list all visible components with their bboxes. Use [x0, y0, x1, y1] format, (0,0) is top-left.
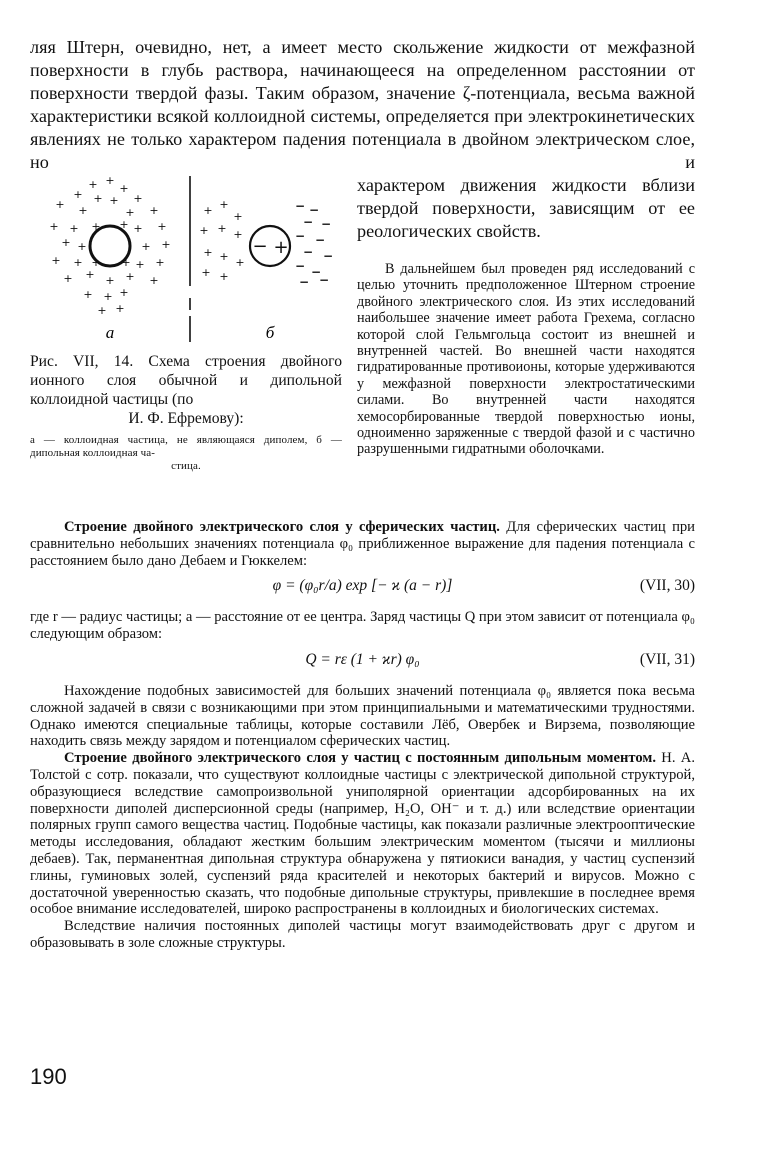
svg-text:+: + [125, 270, 135, 283]
svg-text:+: + [203, 204, 213, 217]
svg-text:+: + [119, 182, 129, 195]
section1-paragraph [30, 519, 695, 569]
svg-text:+: + [121, 256, 131, 269]
svg-text:+: + [219, 270, 229, 283]
svg-text:−: − [252, 236, 268, 257]
svg-text:−: − [294, 199, 306, 213]
svg-text:+: + [141, 240, 151, 253]
svg-text:+: + [77, 240, 87, 253]
svg-text:+: + [105, 274, 115, 287]
svg-text:+: + [273, 237, 289, 258]
figure-caption [30, 352, 342, 428]
figure-legend [30, 434, 342, 473]
svg-text:+: + [199, 224, 209, 237]
section1-heading: Строение двойного электрического слоя у сферических частиц. [64, 519, 500, 535]
svg-text:+: + [161, 238, 171, 251]
para-tables: Нахождение подобных зависимостей для больших значений потенциала φ₀ является пока весьма сложной задачей в связи с возникающими при этом принципиальными и математическими трудностями. Однако имеются специальные таблицы, которые составили Лёб, Овербек и Вирзема, позволяющие находить связь между зарядом и потенциалом сферических частиц. [30, 682, 695, 750]
svg-text:+: + [109, 194, 119, 207]
svg-text:+: + [217, 222, 227, 235]
equation-vii-31-expr: Q = rε (1 + ϰr) φ₀ [305, 650, 420, 668]
svg-text:−: − [318, 273, 330, 287]
svg-text:+: + [69, 222, 79, 235]
section2-heading: Строение двойного электрического слоя у частиц с постоянным дипольным моментом. [64, 750, 656, 767]
svg-text:−: − [298, 275, 310, 289]
svg-text:+: + [149, 274, 159, 287]
equation-vii-30 [30, 575, 695, 599]
svg-text:+: + [78, 204, 88, 217]
svg-text:−: − [314, 233, 326, 247]
svg-text:+: + [55, 198, 65, 211]
section1-text: Для сферических частиц при сравнительно небольших значениях потенциала φ₀ приближенное выражение для падения потенциала с расстоянием было дано Дебаем и Гюккелем: [30, 519, 695, 569]
svg-text:+: + [219, 250, 229, 263]
svg-text:+: + [233, 210, 243, 223]
page-body [30, 36, 695, 952]
right-column-paragraph: В дальнейшем был проведен ряд исследований с целью уточнить предположенное Штерном строение двойного электрического слоя. Из этих исследований наибольшее значение имеет работа Грехема, согласно которой слой Гельмгольца состоит из внешней и внутренней частей. Во внешней части находятся гидратированные противоионы, которые удерживаются у межфазной поверхности электростатическими силами. Во внутренней части находятся хемосорбированные твердой поверхностью ионы, одноименно заряженные с твердой фазой и с частично разрушенными гидратными оболочками. [357, 261, 695, 458]
svg-text:+: + [219, 198, 229, 211]
svg-text:+: + [85, 268, 95, 281]
svg-text:+: + [155, 256, 165, 269]
svg-text:+: + [105, 174, 115, 187]
svg-text:+: + [233, 228, 243, 241]
top-paragraph-tail: характером движения жидкости вблизи твердой поверхности, зависящим от ее реологических свойств. [357, 175, 695, 241]
figure-label-a: а [105, 323, 115, 342]
section2-text: Н. А. Толстой с сотр. показали, что существуют коллоидные частицы с электрической дипольной структурой, образующиеся вследствие самопроизвольной униполярной ориентации адсорбированных на их поверхности диполей дисперсионной среды (например, H₂O, OH⁻ и т. д.) или вследствие ориентации полярных групп самого вещества частиц. Подобные частицы, как показали различные электрооптические методы исследования, обладают жестким большим электрическим моментом (тысячи и миллионы дебаев). Так, перманентная дипольная структура обнаружена у пятиокиси ванадия, у частиц суспензий глины, гуминовых золей, суспензий ряда красителей и некоторых бактерий и вирусов. Можно с достаточной уверенностью сказать, что подобные дипольные структуры, привлекшие в последнее время особое внимание исследователей, широко распространены в коллоидных и биологических системах. [30, 750, 695, 918]
figure-row [30, 174, 695, 519]
svg-text:+: + [49, 220, 59, 233]
svg-text:+: + [63, 272, 73, 285]
svg-text:+: + [73, 188, 83, 201]
para-final: Вследствие наличия постоянных диполей частицы могут взаимодействовать друг с другом и образовывать в золе сложные структуры. [30, 918, 695, 951]
equation-vii-31-number: (VII, 31) [639, 650, 695, 668]
page-number: 190 [30, 1064, 67, 1089]
svg-text:−: − [310, 265, 322, 279]
section2-paragraph [30, 750, 695, 918]
equation-vii-31 [30, 649, 695, 673]
figure-legend-end: стица. [171, 460, 201, 472]
equation-vii-30-expr: φ = (φ₀r/a) exp [− ϰ (a − r)] [272, 577, 453, 595]
svg-text:+: + [51, 254, 61, 267]
svg-text:+: + [203, 246, 213, 259]
svg-text:+: + [235, 256, 245, 269]
top-paragraph: ляя Штерн, очевидно, нет, а имеет место скольжение жидкости от межфазной поверхности в глубь раствора, начинающееся на определенном расстоянии от поверхности твердой фазы. Таким образом, значение ζ-потенциала, весьма важной характеристики всякой коллоидной системы, определяется при электрокинетических явлениях не только характером падения потенциала в двойном электрическом слое, но и [30, 37, 695, 172]
svg-text:+: + [97, 304, 107, 317]
right-column [357, 174, 695, 458]
svg-text:+: + [133, 192, 143, 205]
svg-text:+: + [125, 206, 135, 219]
svg-text:+: + [201, 266, 211, 279]
svg-text:+: + [83, 288, 93, 301]
svg-text:+: + [91, 220, 101, 233]
svg-text:−: − [320, 217, 332, 231]
svg-text:+: + [119, 218, 129, 231]
figure-label-b: б [265, 323, 275, 342]
para-after-eq30: где r — радиус частицы; a — расстояние от ее центра. Заряд частицы Q при этом зависит от потенциала φ₀ следующим образом: [30, 609, 695, 643]
svg-text:+: + [119, 286, 129, 299]
particle-b-charges [199, 198, 333, 289]
svg-text:+: + [133, 222, 143, 235]
svg-text:+: + [61, 236, 71, 249]
svg-text:−: − [302, 215, 314, 229]
svg-text:+: + [91, 256, 101, 269]
figure-caption-main: Рис. VII, 14. Схема строения двойного ионного слоя обычной и дипольной коллоидной частицы (по [30, 353, 342, 408]
svg-text:−: − [294, 259, 306, 273]
figure-block [30, 174, 342, 473]
svg-text:+: + [149, 204, 159, 217]
svg-text:−: − [302, 245, 314, 259]
figure-legend-main: а — коллоидная частица, не являющаяся диполем, б — дипольная коллоидная ча- [30, 434, 342, 459]
svg-text:+: + [103, 290, 113, 303]
svg-text:+: + [115, 302, 125, 315]
figure-caption-author: И. Ф. Ефремову): [128, 410, 244, 427]
svg-text:+: + [93, 192, 103, 205]
svg-text:+: + [73, 256, 83, 269]
svg-text:+: + [157, 220, 167, 233]
double-layer-figure [38, 174, 338, 344]
svg-text:+: + [135, 258, 145, 271]
svg-text:+: + [88, 178, 98, 191]
equation-vii-30-number: (VII, 30) [639, 577, 695, 595]
svg-text:−: − [294, 229, 306, 243]
svg-text:−: − [308, 203, 320, 217]
svg-text:−: − [322, 249, 334, 263]
